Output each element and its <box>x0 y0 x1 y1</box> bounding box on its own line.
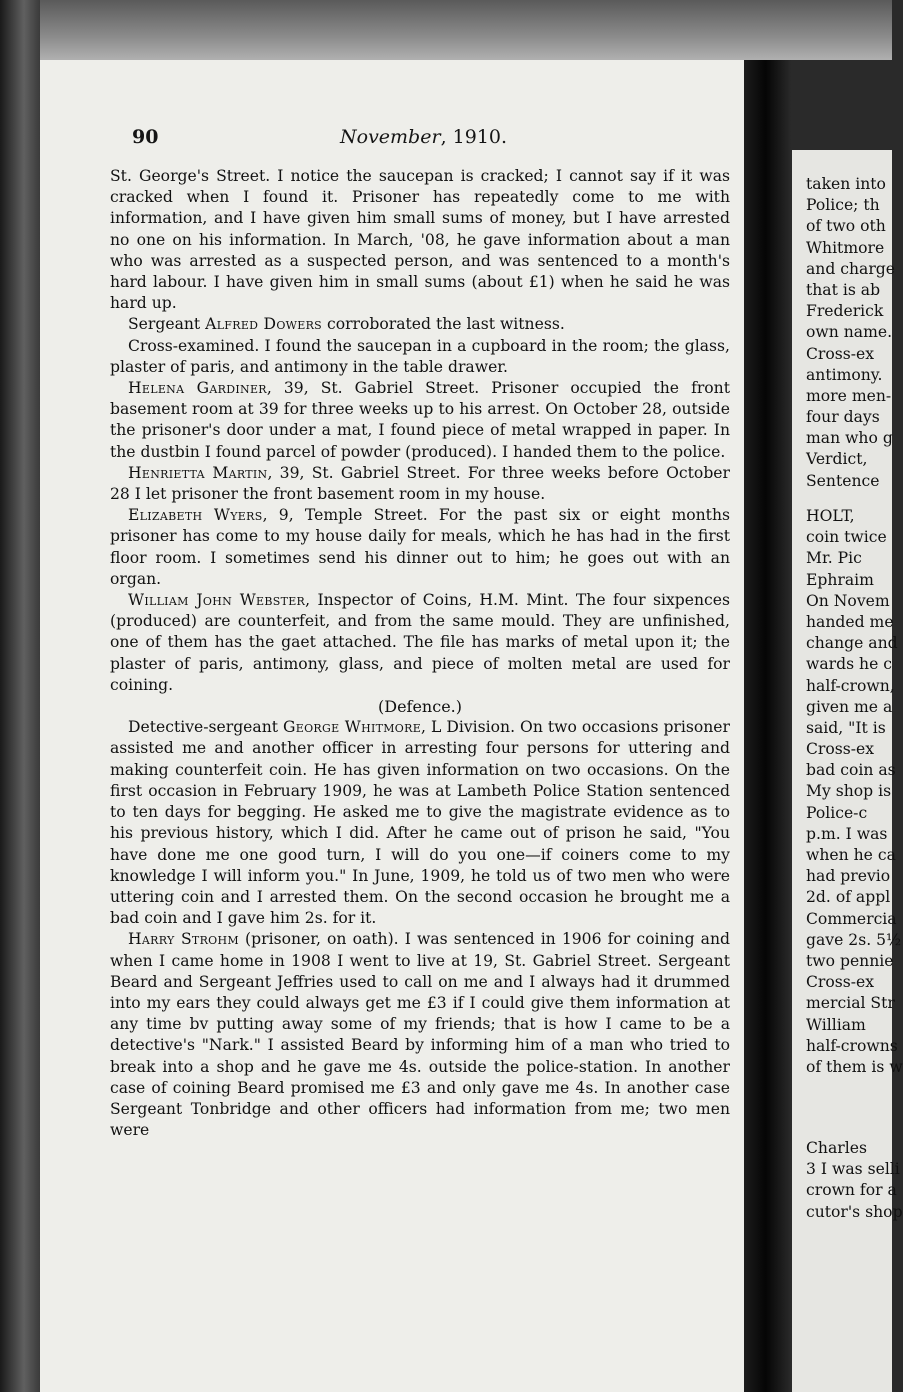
right-page-line: said, "It is <box>806 718 886 737</box>
title-month: November <box>340 126 441 148</box>
right-page-line: My shop is <box>806 782 892 801</box>
book-spine <box>744 60 792 1392</box>
running-head <box>40 126 744 156</box>
right-page-line: HOLT, <box>806 507 855 525</box>
right-page-line: given me a <box>806 697 893 716</box>
p2-pre: Sergeant <box>128 315 206 334</box>
right-page-line: antimony. <box>806 365 883 384</box>
right-page-line: when he ca <box>806 846 896 864</box>
paragraph-2 <box>110 314 730 335</box>
p6-post: , 9, Temple Street. For the past six or eight months prisoner has come to my house daily for meals, which he has had in the first floor room. I sometimes send his dinner out to him; he goes out with an organ. <box>110 506 730 588</box>
right-page-line: 3 I was selli <box>806 1160 900 1179</box>
right-page-line: half-crowns <box>806 1036 898 1055</box>
scan-background-left <box>0 0 40 1392</box>
right-page-line: 2d. of appl <box>806 888 891 907</box>
page-title <box>340 126 507 148</box>
p8-post: , L Division. On two occasions prisoner assisted me and another officer in arresting four persons for uttering and making counterfeit coin. He has given information on two occasions. On the first occasion in February 1909, he was at Lambeth Police Station sentenced to ten days for begging. He asked me to give the magistrate evidence as to his previous history, which I did. After he came out of prison he said, "You have done me one good turn, I will do you one—if coiners come to my knowledge I will inform you." In June, 1909, he told us of two men who were uttering coin and I arrested them. On the second occasion he brought me a bad coin and I gave him 2s. for it. <box>110 718 730 928</box>
paragraph-7 <box>110 590 730 696</box>
paragraph-6 <box>110 505 730 590</box>
right-page-line: On Novem <box>806 591 890 610</box>
right-page-line: Frederick <box>806 302 884 321</box>
right-page-line: own name. <box>806 323 893 342</box>
right-page-line: had previo <box>806 867 891 886</box>
right-page-line: coin twice <box>806 528 887 547</box>
p4-post: , 39, St. Gabriel Street. Prisoner occupied the front basement room at 39 for three weeks up to his arrest. On October 28, outside the prisoner's door under a mat, I found piece of metal wrapped in paper. In the dustbin I found parcel of powder (produced). I handed them to the police. <box>110 379 730 461</box>
right-page-line: Charles <box>806 1139 867 1157</box>
right-page-line: cutor's shop <box>806 1202 903 1221</box>
p2-post: corroborated the last witness. <box>322 315 565 334</box>
right-page-line: two pennie <box>806 951 894 970</box>
right-page-line: that is ab <box>806 280 881 299</box>
right-block-2 <box>792 506 903 1078</box>
right-page-line: gave 2s. 5½ <box>806 930 902 949</box>
right-page-line: taken into <box>806 175 886 193</box>
right-page-line: Ephraim <box>806 570 874 589</box>
p8-pre: Detective-sergeant <box>128 718 284 737</box>
right-block-3 <box>792 1138 903 1223</box>
right-page-line: wards he c <box>806 655 893 674</box>
witness-name: Alfred Dowers <box>205 315 323 334</box>
right-page-line: Mr. Pic <box>806 549 862 568</box>
witness-name: Elizabeth Wyers <box>128 506 263 525</box>
right-page-line: Verdict, <box>806 450 868 469</box>
title-year: , 1910. <box>440 126 508 148</box>
right-page-line: Cross-ex <box>806 344 875 363</box>
witness-name: Henrietta Martin <box>128 463 268 482</box>
right-page-fragment <box>792 150 903 1392</box>
paragraph-5 <box>110 463 730 505</box>
page-number: 90 <box>132 126 159 148</box>
right-page-line: Police; th <box>806 196 880 215</box>
right-page-line: of them is w <box>806 1057 903 1076</box>
paragraph-8 <box>110 717 730 929</box>
right-page-line: four days <box>806 408 880 427</box>
right-page-line: handed me <box>806 612 894 631</box>
right-page-line: Commercia <box>806 909 897 928</box>
defence-heading: (Defence.) <box>378 697 462 717</box>
right-page-line: bad coin as <box>806 761 896 780</box>
right-page-line: Cross-ex <box>806 740 875 759</box>
right-page-line: change and <box>806 634 898 653</box>
right-page-line: Cross-ex <box>806 973 875 992</box>
right-page-line: half-crown, <box>806 676 895 695</box>
paragraph-4 <box>110 378 730 463</box>
p5-post: , 39, St. Gabriel Street. For three weeks before October 28 I let prisoner the front basement room in my house. <box>110 463 730 504</box>
witness-name: George Whitmore <box>283 718 422 737</box>
right-block-1 <box>792 174 895 492</box>
witness-name: Harry Strohm <box>128 930 239 949</box>
body-text <box>110 166 730 1141</box>
paragraph-1: St. George's Street. I notice the saucepan is cracked; I cannot say if it was cracked when I found it. Prisoner has repeatedly come to me with information, and I have given him small sums of money, but I have arrested no one on his information. In March, '08, he gave information about a man who was arrested as a suspected person, and was sentenced to a month's hard labour. I have given him in small sums (about £1) when he said he was hard up. <box>110 167 730 313</box>
scan-background-top <box>0 0 892 60</box>
right-page-line: Whitmore <box>806 238 885 257</box>
right-page-line: crown for a <box>806 1181 897 1200</box>
paragraph-9 <box>110 929 730 1141</box>
right-page-line: man who g <box>806 429 893 448</box>
right-page-line: William <box>806 1015 866 1034</box>
right-page-line: more men- <box>806 386 892 405</box>
witness-name: William John Webster <box>128 591 306 610</box>
right-page-line: of two oth <box>806 217 886 236</box>
right-page-line: p.m. I was <box>806 824 888 843</box>
witness-name: Helena Gardiner <box>128 379 267 398</box>
p7-post: , Inspector of Coins, H.M. Mint. The four sixpences (produced) are counterfeit, and from the same mould. They are unfinished, one of them has the gaet attached. The file has marks of metal upon it; the plaster of paris, antimony, glass, and piece of molten metal are used for coining. <box>110 591 730 694</box>
right-page-line: and charge <box>806 259 896 278</box>
right-page-line: mercial Str <box>806 994 895 1013</box>
right-page-line: Sentence <box>806 471 880 490</box>
p9-post: (prisoner, on oath). I was sentenced in 1906 for coining and when I came home in 1908 I went to live at 19, St. Gabriel Street. Sergeant Beard and Sergeant Jeffries used to call on me and I always had it drummed into my ears they could always get me £3 if I could give them information at any time bv putting away some of my friends; that is how I came to be a detective's "Nark." I assisted Beard by informing him of a man who tried to break into a shop and he gave me 4s. outside the police-station. In another case of coining Beard promised me £3 and only gave me 4s. In another case Sergeant Tonbridge and other officers had information from me; two men were <box>110 930 730 1140</box>
paragraph-3: Cross-examined. I found the saucepan in a cupboard in the room; the glass, plaster of paris, and antimony in the table drawer. <box>110 336 730 376</box>
left-page <box>40 60 744 1392</box>
right-page-line: Police-c <box>806 803 868 822</box>
